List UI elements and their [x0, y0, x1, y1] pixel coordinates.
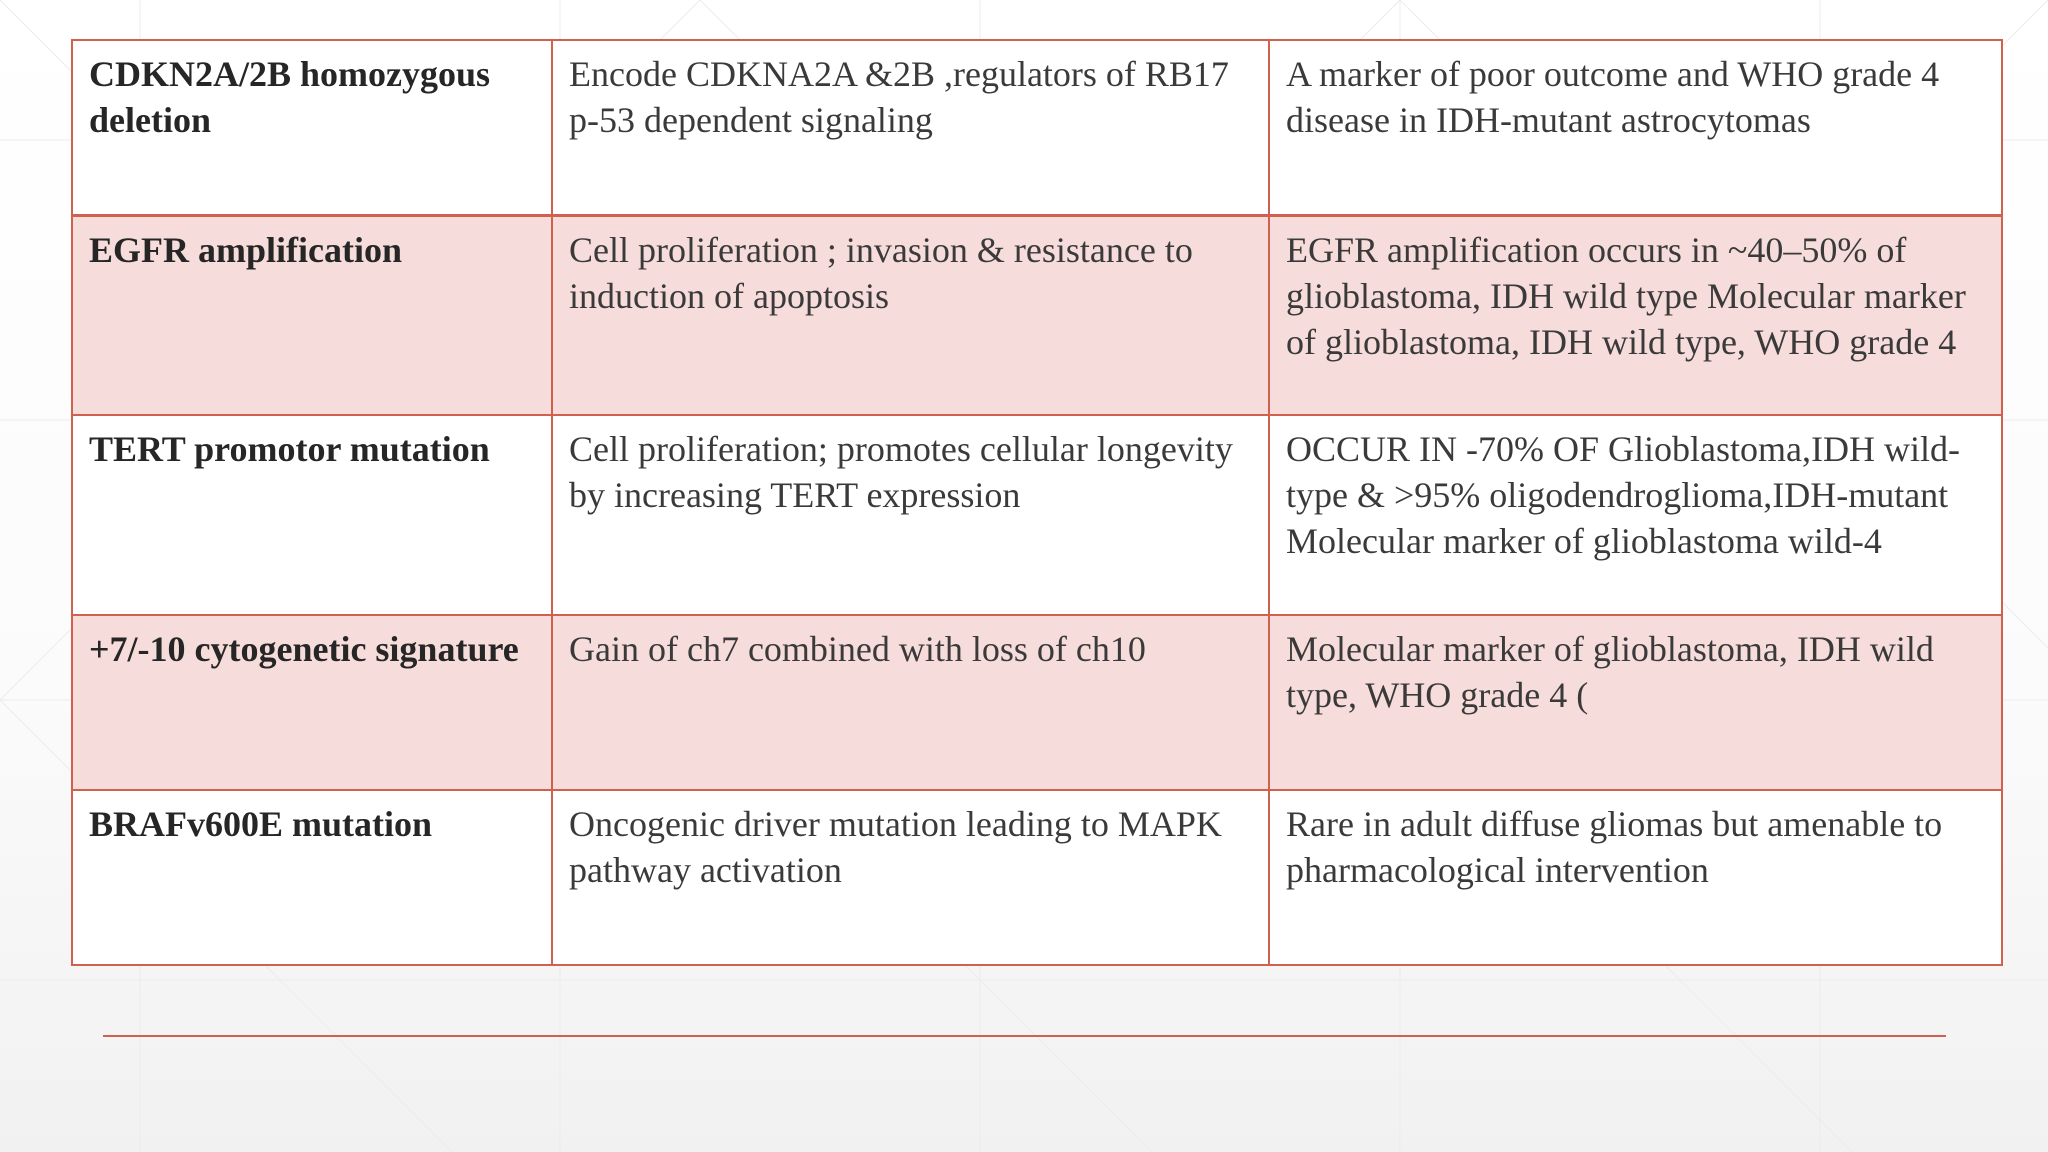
molecular-markers-table: [71, 39, 2003, 966]
marker-cell: TERT promotor mutation: [72, 415, 552, 615]
function-cell: Cell proliferation; promotes cellular longevity by increasing TERT expression: [552, 415, 1269, 615]
significance-cell: OCCUR IN -70% OF Glioblastoma,IDH wild-type & >95% oligodendroglioma,IDH-mutant Molecular marker of glioblastoma wild-4: [1269, 415, 2002, 615]
function-cell: Oncogenic driver mutation leading to MAPK pathway activation: [552, 790, 1269, 965]
significance-cell: A marker of poor outcome and WHO grade 4 disease in IDH-mutant astrocytomas: [1269, 40, 2002, 215]
function-cell: Encode CDKNA2A &2B ,regulators of RB17 p-53 dependent signaling: [552, 40, 1269, 215]
function-cell: Gain of ch7 combined with loss of ch10: [552, 615, 1269, 790]
function-cell: Cell proliferation ; invasion & resistance to induction of apoptosis: [552, 215, 1269, 415]
marker-cell: EGFR amplification: [72, 215, 552, 415]
table-row: [72, 415, 2002, 615]
table-row: [72, 790, 2002, 965]
footer-divider: [103, 1035, 1946, 1037]
marker-cell: CDKN2A/2B homozygous deletion: [72, 40, 552, 215]
marker-cell: BRAFv600E mutation: [72, 790, 552, 965]
significance-cell: EGFR amplification occurs in ~40–50% of glioblastoma, IDH wild type Molecular marker of glioblastoma, IDH wild type, WHO grade 4: [1269, 215, 2002, 415]
significance-cell: Molecular marker of glioblastoma, IDH wild type, WHO grade 4 (: [1269, 615, 2002, 790]
table-row: [72, 215, 2002, 415]
table-row: [72, 40, 2002, 215]
marker-cell: +7/-10 cytogenetic signature: [72, 615, 552, 790]
significance-cell: Rare in adult diffuse gliomas but amenable to pharmacological intervention: [1269, 790, 2002, 965]
table-row: [72, 615, 2002, 790]
